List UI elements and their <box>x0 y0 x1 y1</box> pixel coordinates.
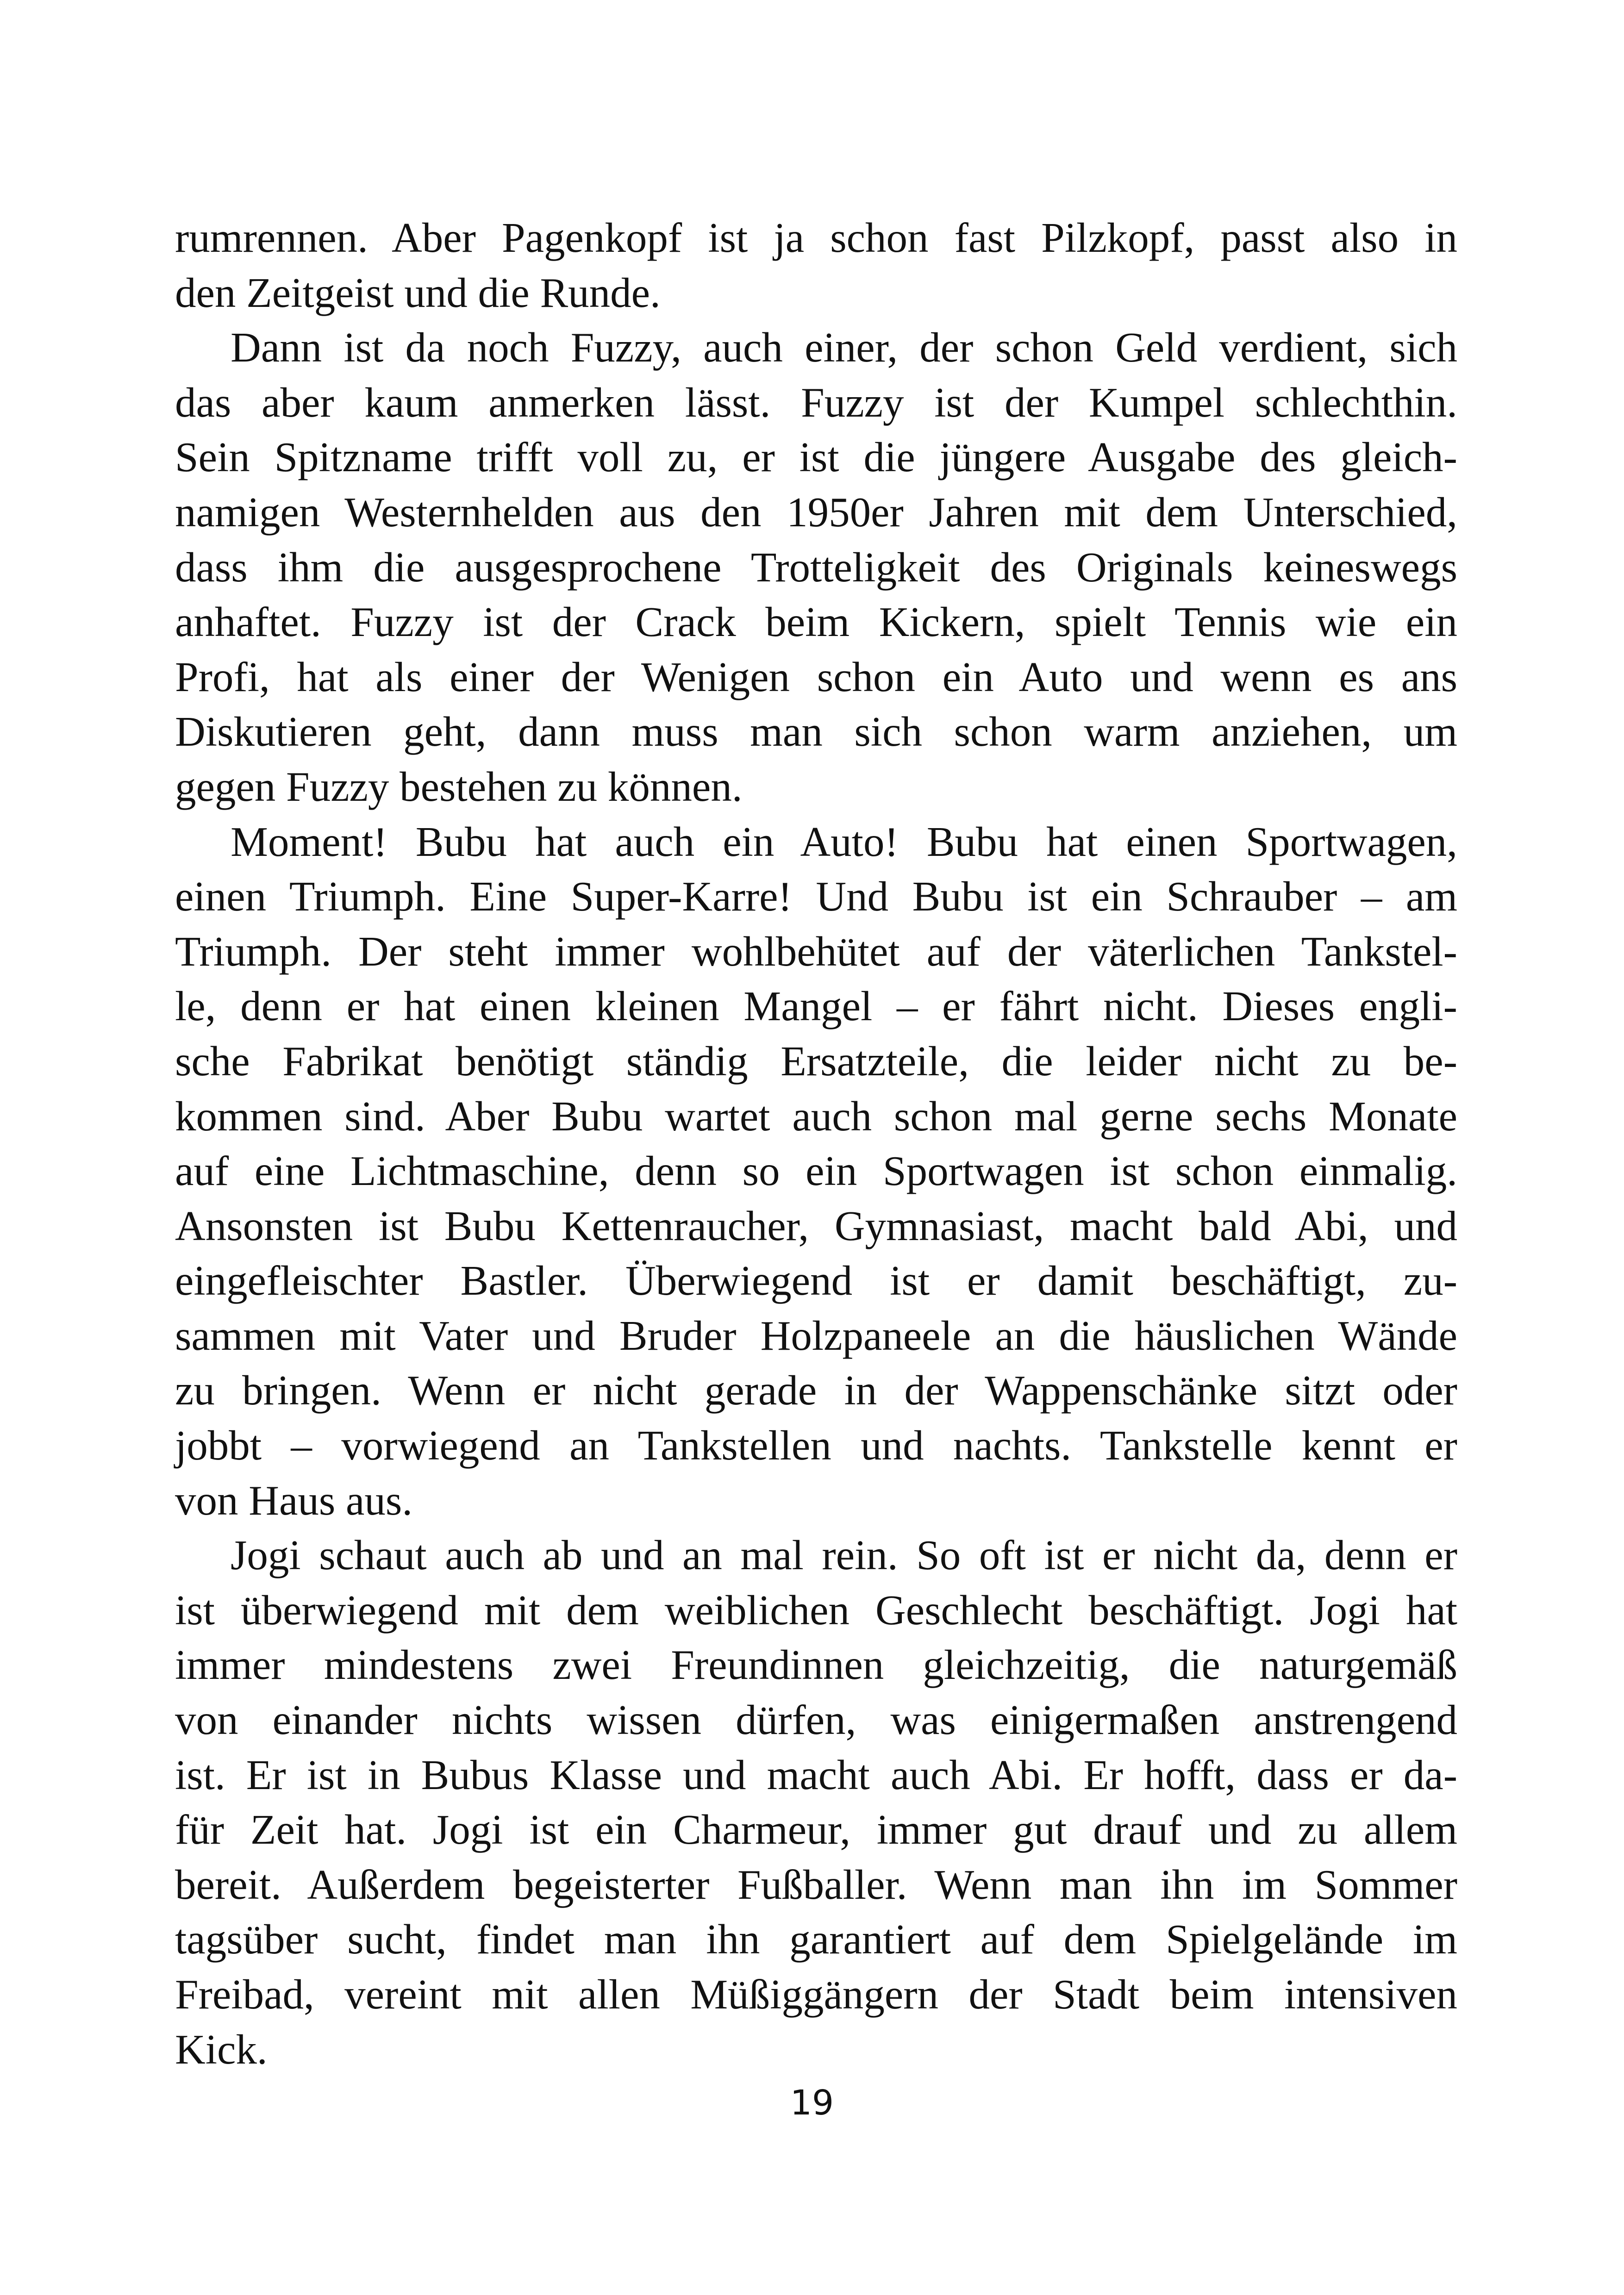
text-line: das aber kaum anmerken lässt. Fuzzy ist der Kumpel schlechthin. <box>175 379 1457 426</box>
text-line: sche Fabrikat benötigt ständig Ersatzteile, die leider nicht zu be- <box>175 1037 1457 1085</box>
text-line: le, denn er hat einen kleinen Mangel – er fährt nicht. Dieses engli- <box>175 983 1457 1030</box>
text-line: Jogi schaut auch ab und an mal rein. So oft ist er nicht da, denn er <box>231 1532 1457 1579</box>
text-line: bereit. Außerdem begeisterter Fußballer. Wenn man ihn im Sommer <box>175 1861 1457 1908</box>
text-line: Sein Spitzname trifft voll zu, er ist die jüngere Ausgabe des gleich- <box>175 434 1457 481</box>
paragraph <box>175 211 1457 320</box>
text-line: von Haus aus. <box>175 1477 413 1524</box>
text-line: anhaftet. Fuzzy ist der Crack beim Kickern, spielt Tennis wie ein <box>175 599 1457 646</box>
text-line: von einander nichts wissen dürfen, was einigermaßen anstrengend <box>175 1696 1457 1744</box>
text-line: für Zeit hat. Jogi ist ein Charmeur, immer gut drauf und zu allem <box>175 1806 1457 1853</box>
text-line: rumrennen. Aber Pagenkopf ist ja schon fast Pilzkopf, passt also in <box>175 214 1457 261</box>
text-line: Ansonsten ist Bubu Kettenraucher, Gymnasiast, macht bald Abi, und <box>175 1202 1457 1249</box>
paragraph <box>175 320 1457 814</box>
text-line: Dann ist da noch Fuzzy, auch einer, der schon Geld verdient, sich <box>231 324 1457 371</box>
text-line: ist. Er ist in Bubus Klasse und macht auch Abi. Er hofft, dass er da- <box>175 1751 1457 1798</box>
text-line: einen Triumph. Eine Super-Karre! Und Bubu ist ein Schrauber – am <box>175 873 1457 920</box>
text-line: namigen Westernhelden aus den 1950er Jahren mit dem Unterschied, <box>175 488 1457 536</box>
text-line: tagsüber sucht, findet man ihn garantiert auf dem Spielgelände im <box>175 1916 1457 1963</box>
page-number: 19 <box>790 2083 834 2123</box>
text-line: den Zeitgeist und die Runde. <box>175 269 661 316</box>
text-line: eingefleischter Bastler. Überwiegend ist er damit beschäftigt, zu- <box>175 1257 1457 1304</box>
text-line: dass ihm die ausgesprochene Trotteligkeit des Originals keineswegs <box>175 543 1457 591</box>
text-line: Kick. <box>175 2026 268 2073</box>
text-line: sammen mit Vater und Bruder Holzpaneele an die häuslichen Wände <box>175 1312 1457 1359</box>
text-line: jobbt – vorwiegend an Tankstellen und nachts. Tankstelle kennt er <box>175 1422 1457 1469</box>
text-line: ist überwiegend mit dem weiblichen Geschlecht beschäftigt. Jogi hat <box>175 1586 1457 1634</box>
text-line: Freibad, vereint mit allen Müßiggängern der Stadt beim intensiven <box>175 1971 1457 2018</box>
text-line: Profi, hat als einer der Wenigen schon ein Auto und wenn es ans <box>175 653 1457 700</box>
text-line: Triumph. Der steht immer wohlbehütet auf der väterlichen Tankstel- <box>175 928 1457 975</box>
paragraph <box>175 815 1457 1528</box>
text-line: kommen sind. Aber Bubu wartet auch schon mal gerne sechs Monate <box>175 1092 1457 1140</box>
paragraph <box>175 1528 1457 2077</box>
text-line: Moment! Bubu hat auch ein Auto! Bubu hat einen Sportwagen, <box>231 818 1457 865</box>
text-line: auf eine Lichtmaschine, denn so ein Sportwagen ist schon einmalig. <box>175 1148 1457 1195</box>
text-line: gegen Fuzzy bestehen zu können. <box>175 763 743 810</box>
text-line: zu bringen. Wenn er nicht gerade in der Wappenschänke sitzt oder <box>175 1367 1457 1414</box>
body-text <box>175 211 1457 2077</box>
text-line: Diskutieren geht, dann muss man sich schon warm anziehen, um <box>175 708 1457 755</box>
text-line: immer mindestens zwei Freundinnen gleichzeitig, die naturgemäß <box>175 1641 1457 1689</box>
